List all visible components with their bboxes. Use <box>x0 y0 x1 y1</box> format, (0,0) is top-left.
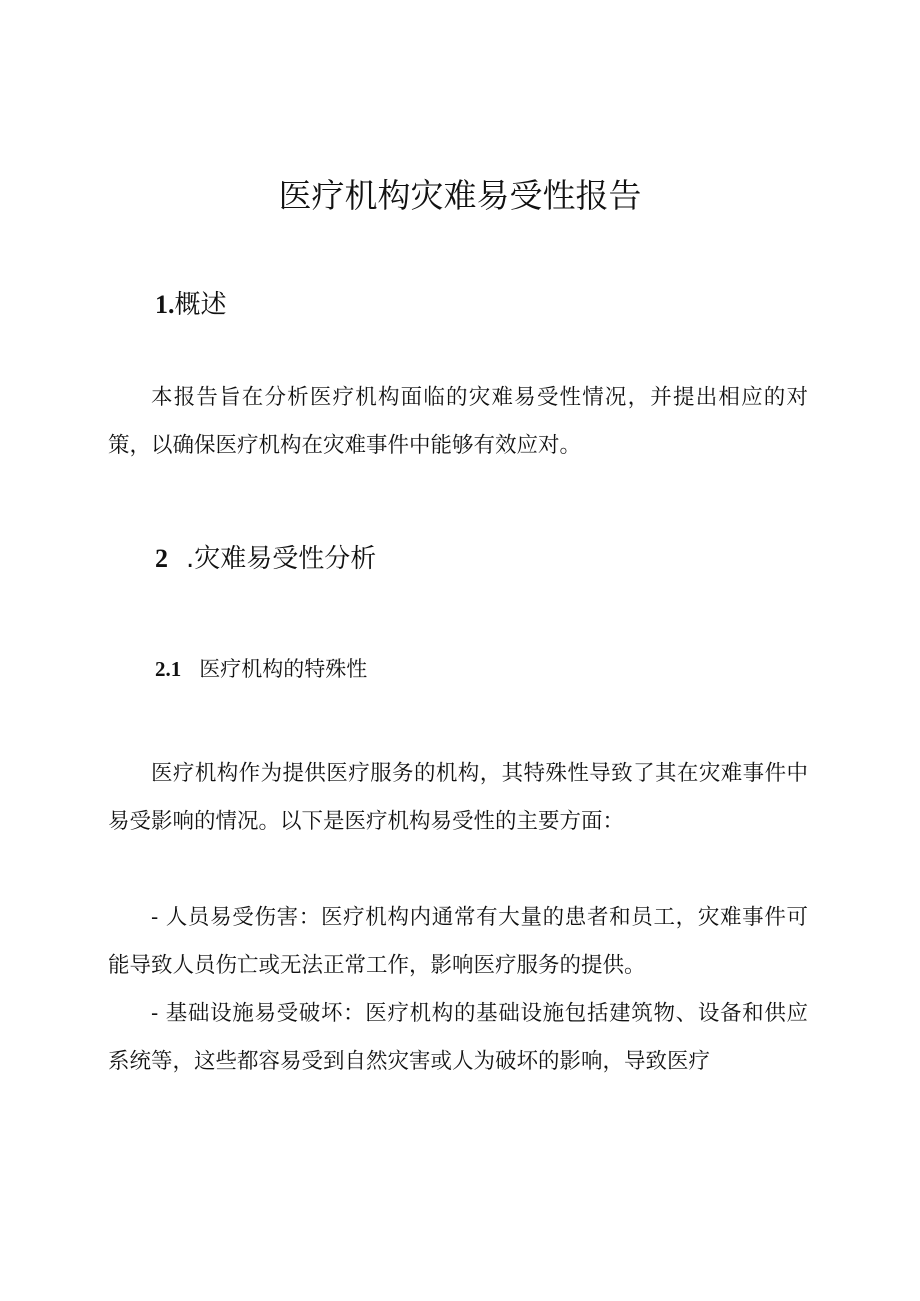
subsection-2-1-number: 2.1 <box>155 657 182 681</box>
subsection-2-1-intro: 医疗机构作为提供医疗服务的机构，其特殊性导致了其在灾难事件中易受影响的情况。以下是医疗机构易受性的主要方面： <box>108 761 808 834</box>
section-2-number: 2 <box>155 544 168 573</box>
section-2-title: .灾难易受性分析 <box>186 544 377 574</box>
section-1-heading <box>155 287 227 323</box>
list-item-personnel: - 人员易受伤害：医疗机构内通常有大量的患者和员工，灾难事件可能导致人员伤亡或无法正常工作，影响医疗服务的提供。 <box>108 905 808 978</box>
section-1-title: 概述 <box>174 290 227 320</box>
document-title: 医疗机构灾难易受性报告 <box>278 176 642 215</box>
section-1-number: 1. <box>155 290 175 319</box>
subsection-2-1-heading <box>155 654 367 684</box>
list-item-infrastructure: - 基础设施易受破坏：医疗机构的基础设施包括建筑物、设备和供应系统等，这些都容易受到自然灾害或人为破坏的影响，导致医疗 <box>108 1001 808 1074</box>
subsection-2-1-title: 医疗机构的特殊性 <box>199 657 368 681</box>
section-2-heading <box>155 541 376 577</box>
section-1-paragraph: 本报告旨在分析医疗机构面临的灾难易受性情况，并提出相应的对策，以确保医疗机构在灾难事件中能够有效应对。 <box>108 385 808 458</box>
